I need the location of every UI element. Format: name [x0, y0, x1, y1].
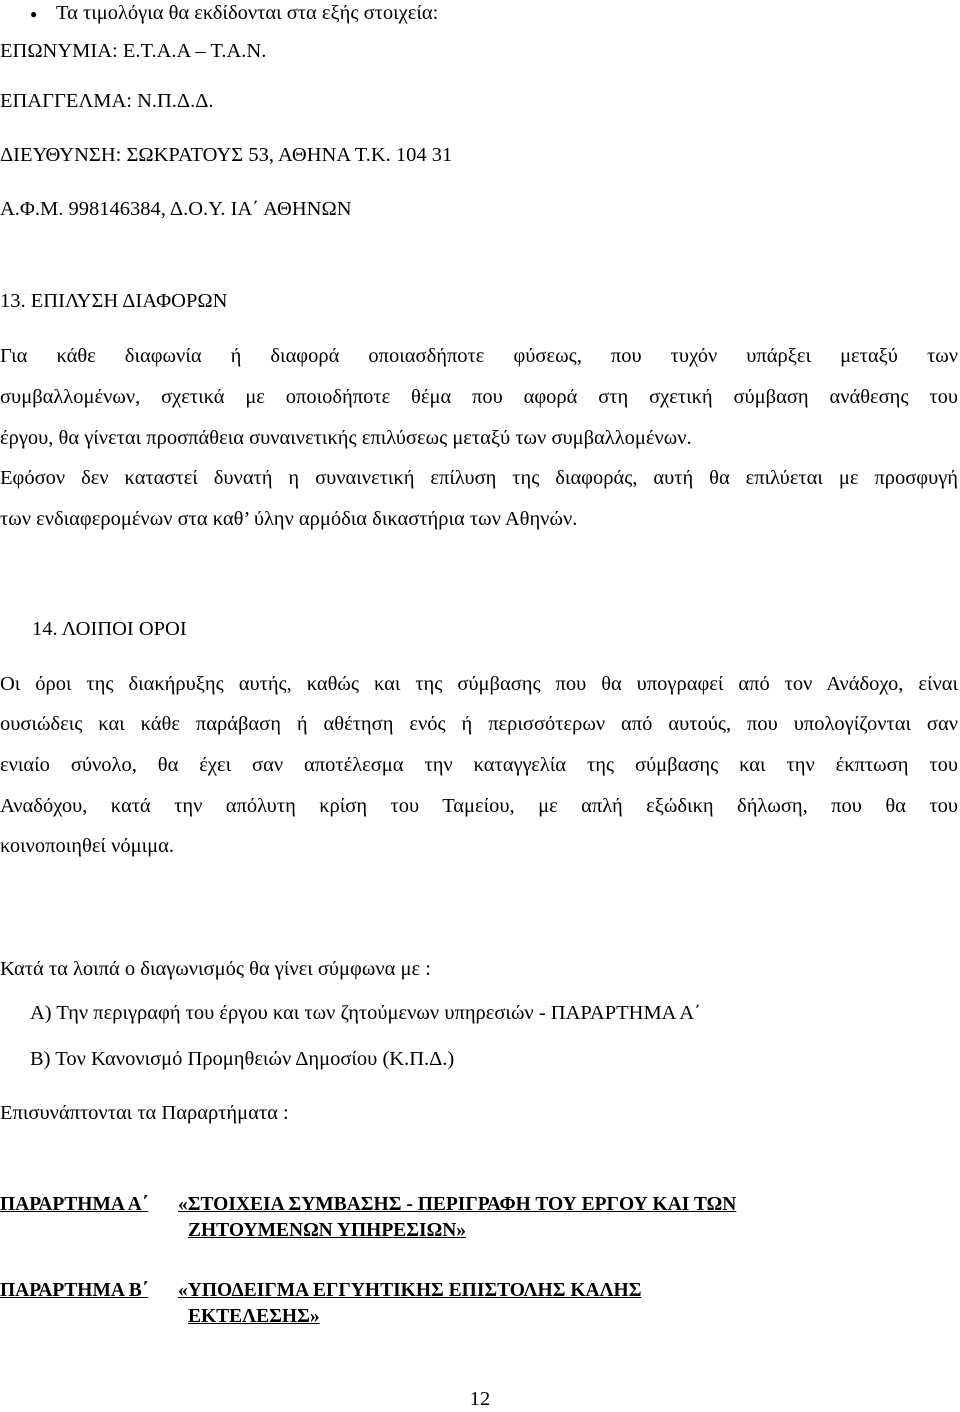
tender-item-a: Α) Την περιγραφή του έργου και των ζητούμενων υπηρεσιών - ΠΑΡΑΡΤΗΜΑ Α΄ [30, 1002, 701, 1024]
tender-intro: Κατά τα λοιπά ο διαγωνισμός θα γίνει σύμφωνα με : [0, 958, 431, 980]
invoice-name: ΕΠΩΝΥΜΙΑ: Ε.Τ.Α.Α – Τ.Α.Ν. [0, 40, 267, 62]
annex-a-title-cont: ΖΗΤΟΥΜΕΝΩΝ ΥΠΗΡΕΣΙΩΝ» [188, 1220, 467, 1241]
invoice-tax: Α.Φ.Μ. 998146384, Δ.Ο.Υ. ΙΑ΄ ΑΘΗΝΩΝ [0, 198, 352, 220]
section-14-line: Οι όροι της διακήρυξης αυτής, καθώς και της σύμβασης που θα υπογραφεί από τον Ανάδοχο, είναι [0, 673, 958, 695]
annex-b-title: «ΥΠΟΔΕΙΓΜΑ ΕΓΓΥΗΤΙΚΗΣ ΕΠΙΣΤΟΛΗΣ ΚΑΛΗΣ [178, 1280, 642, 1301]
invoice-profession: ΕΠΑΓΓΕΛΜΑ: Ν.Π.Δ.Δ. [0, 90, 214, 112]
bullet-icon: ● [30, 7, 38, 21]
section-13-line: Για κάθε διαφωνία ή διαφορά οποιασδήποτε φύσεως, που τυχόν υπάρξει μεταξύ των [0, 345, 958, 367]
annex-a-title: «ΣΤΟΙΧΕΙΑ ΣΥΜΒΑΣΗΣ - ΠΕΡΙΓΡΑΦΗ ΤΟΥ ΕΡΓΟΥ ΚΑΙ ΤΩΝ [178, 1194, 737, 1215]
section-13-line: έργου, θα γίνεται προσπάθεια συναινετικής επιλύσεως μεταξύ των συμβαλλομένων. [0, 427, 692, 449]
tender-item-b: Β) Τον Κανονισμό Προμηθειών Δημοσίου (Κ.Π.Δ.) [30, 1048, 455, 1070]
section-14-line: ουσιώδεις και κάθε παράβαση ή αθέτηση ενός ή περισσότερων από αυτούς, που υπολογίζονται σαν [0, 713, 958, 735]
section-13-heading: 13. ΕΠΙΛΥΣΗ ΔΙΑΦΟΡΩΝ [0, 290, 228, 312]
annex-b-label: ΠΑΡΑΡΤΗΜΑ Β΄ [0, 1280, 149, 1301]
section-13-line: των ενδιαφερομένων στα καθ’ ύλην αρμόδια δικαστήρια των Αθηνών. [0, 508, 578, 530]
section-14-heading: 14. ΛΟΙΠΟΙ ΟΡΟΙ [32, 618, 187, 640]
page-number: 12 [469, 1388, 491, 1410]
section-14-line: ενιαίο σύνολο, θα έχει σαν αποτέλεσμα την καταγγελία της σύμβασης και την έκπτωση του [0, 754, 958, 776]
section-14-line: Αναδόχου, κατά την απόλυτη κρίση του Ταμείου, με απλή εξώδικη δήλωση, που θα του [0, 795, 958, 817]
section-13-line: Εφόσον δεν καταστεί δυνατή η συναινετική επίλυση της διαφοράς, αυτή θα επιλύεται με προσφυγή [0, 467, 958, 489]
annex-a-label: ΠΑΡΑΡΤΗΜΑ Α΄ [0, 1194, 149, 1215]
section-14-line: κοινοποιηθεί νόμιμα. [0, 835, 174, 857]
attached-annexes-label: Επισυνάπτονται τα Παραρτήματα : [0, 1102, 289, 1124]
invoice-address: ΔΙΕΥΘΥΝΣΗ: ΣΩΚΡΑΤΟΥΣ 53, ΑΘΗΝΑ Τ.Κ. 104 31 [0, 144, 453, 166]
section-13-line: συμβαλλομένων, σχετικά με οποιοδήποτε θέμα που αφορά στη σχετική σύμβαση ανάθεσης του [0, 386, 958, 408]
invoice-intro: Τα τιμολόγια θα εκδίδονται στα εξής στοιχεία: [56, 2, 439, 24]
annex-b-title-cont: ΕΚΤΕΛΕΣΗΣ» [188, 1306, 320, 1327]
